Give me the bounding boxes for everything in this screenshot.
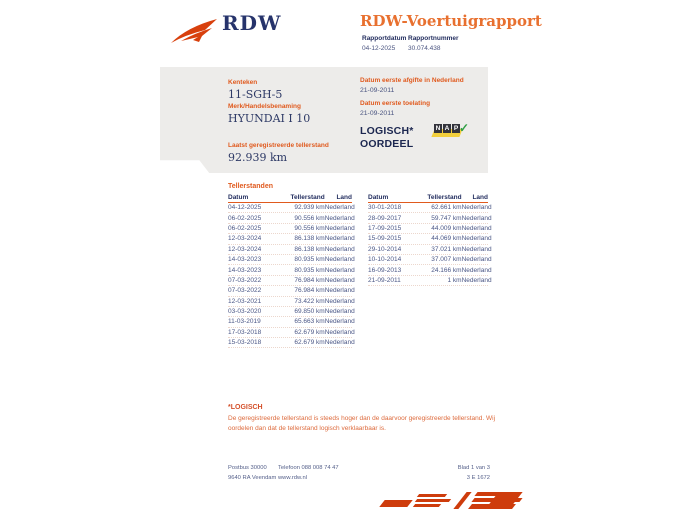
rdw-stripes-icon [372,487,537,513]
kenteken-value: 11-SGH-5 [228,88,283,101]
report-date-label: Rapportdatum [362,35,407,42]
cell-land: Nederland [324,287,355,295]
footer-address-line2: 9640 RA Veendam [228,474,277,481]
report-number-value: 30.074.438 [408,45,441,52]
footer-address-line1: Postbus 30000 [228,465,267,471]
cell-land: Nederland [324,235,355,243]
cell-datum: 04-12-2025 [228,204,262,212]
cell-datum: 14-03-2023 [228,256,262,264]
table-row [228,297,355,307]
table-row [228,234,355,244]
cell-tellerstand: 76.984 km [294,276,325,284]
table-row [368,203,492,213]
cell-tellerstand: 44.069 km [431,235,462,243]
cell-datum: 06-02-2025 [228,224,262,232]
laatste-tellerstand-label: Laatst geregistreerde tellerstand [228,142,329,149]
cell-tellerstand: 73.422 km [294,297,325,305]
table-row [228,328,355,338]
col-header-land: Land [336,194,352,201]
table-row [368,255,492,265]
table-row [368,213,492,223]
table-row [228,276,355,286]
rdw-logo-text: RDW [222,11,282,35]
cell-tellerstand: 86.138 km [294,235,325,243]
table-row [228,245,355,255]
cell-datum: 28-09-2017 [368,214,402,222]
footnote-body: De geregistreerde tellerstand is steeds hoger dan de daarvoor geregistreerde tellerstand. Wij oordelen dan dat de tellerstand logisch verklaarbaar is. [228,415,496,432]
table-row [228,255,355,265]
footer-address [228,464,276,483]
col-header-land: Land [472,194,488,201]
table-header-row [368,193,488,203]
cell-tellerstand: 80.935 km [294,256,325,264]
cell-datum: 06-02-2025 [228,214,262,222]
cell-tellerstand: 90.556 km [294,224,325,232]
eerste-afgifte-label: Datum eerste afgifte in Nederland [360,77,464,84]
footer-contact [278,464,339,483]
cell-datum: 12-03-2024 [228,245,262,253]
cell-land: Nederland [324,204,355,212]
cell-land: Nederland [461,276,492,284]
cell-tellerstand: 37.007 km [431,256,462,264]
cell-datum: 07-03-2022 [228,287,262,295]
rdw-logo-icon [169,16,219,46]
cell-land: Nederland [461,235,492,243]
table-row [228,338,355,348]
nap-letter-a: A [444,125,450,132]
cell-land: Nederland [324,318,355,326]
cell-tellerstand: 65.663 km [294,318,325,326]
table-header-row [228,193,352,203]
tellerstanden-title: Tellerstanden [228,183,273,190]
cell-land: Nederland [461,266,492,274]
cell-tellerstand: 24.166 km [431,266,462,274]
cell-datum: 12-03-2024 [228,235,262,243]
cell-tellerstand: 86.138 km [294,245,325,253]
eerste-afgifte-value: 21-09-2011 [360,87,395,94]
footer-phone: Telefoon 088 008 74 47 [278,465,339,471]
nap-checkmark-icon: ✓ [459,121,470,135]
oordeel-text [360,125,414,151]
cell-land: Nederland [324,224,355,232]
cell-datum: 15-03-2018 [228,339,262,347]
cell-tellerstand: 90.556 km [294,214,325,222]
cell-land: Nederland [324,256,355,264]
merk-value: HYUNDAI I 10 [228,112,311,125]
table-row [368,224,492,234]
cell-tellerstand: 62.679 km [294,339,325,347]
cell-datum: 15-09-2015 [368,235,402,243]
cell-tellerstand: 1 km [447,276,462,284]
cell-datum: 21-09-2011 [368,276,401,284]
cell-land: Nederland [461,245,492,253]
cell-datum: 14-03-2023 [228,266,262,274]
cell-datum: 07-03-2022 [228,276,262,284]
cell-datum: 30-01-2018 [368,204,402,212]
cell-datum: 17-09-2015 [368,224,402,232]
cell-datum: 10-10-2014 [368,256,402,264]
nap-letter-p: P [453,125,459,132]
report-number-label: Rapportnummer [408,35,459,42]
footer-page-info [430,464,490,483]
tellerstanden-table-right [368,193,492,286]
table-body-left [228,203,355,348]
cell-tellerstand: 62.679 km [294,328,325,336]
cell-land: Nederland [324,214,355,222]
cell-land: Nederland [324,308,355,316]
cell-land: Nederland [324,266,355,274]
eerste-toelating-label: Datum eerste toelating [360,100,431,107]
cell-datum: 16-09-2013 [368,266,402,274]
cell-tellerstand: 59.747 km [431,214,462,222]
tellerstanden-table-left [228,193,355,348]
oordeel-line2: OORDEEL [360,138,414,150]
cell-tellerstand: 44.009 km [431,224,462,232]
cell-tellerstand: 76.984 km [294,287,325,295]
col-header-tellerstand: Tellerstand [427,194,462,201]
table-row [368,276,492,286]
cell-land: Nederland [324,276,355,284]
footnote-heading: *LOGISCH [228,404,263,411]
cell-datum: 29-10-2014 [368,245,402,253]
footer-page-indicator: Blad 1 van 3 [457,465,490,471]
cell-datum: 17-03-2018 [228,328,262,336]
oordeel-line1: LOGISCH* [360,125,414,137]
col-header-datum: Datum [368,194,389,201]
kenteken-label: Kenteken [228,79,258,86]
report-date-value: 04-12-2025 [362,45,396,52]
table-row [228,203,355,213]
cell-land: Nederland [461,224,492,232]
col-header-datum: Datum [228,194,249,201]
footer-form-code: 3 E 1672 [466,474,490,481]
table-row [228,224,355,234]
table-row [368,265,492,275]
table-row [228,317,355,327]
table-row [228,286,355,296]
table-row [368,245,492,255]
laatste-tellerstand-value: 92.939 km [228,151,288,164]
table-row [368,234,492,244]
cell-tellerstand: 37.021 km [431,245,462,253]
cell-land: Nederland [461,214,492,222]
eerste-toelating-value: 21-09-2011 [360,110,395,117]
cell-land: Nederland [324,297,355,305]
cell-land: Nederland [324,339,355,347]
footer-website[interactable]: www.rdw.nl [278,474,307,481]
merk-label: Merk/Handelsbenaming [228,103,301,110]
table-row [228,265,355,275]
cell-tellerstand: 80.935 km [294,266,325,274]
cell-land: Nederland [324,328,355,336]
cell-tellerstand: 69.850 km [294,308,325,316]
cell-datum: 11-03-2019 [228,318,261,326]
table-row [228,213,355,223]
cell-tellerstand: 62.661 km [431,204,462,212]
cell-datum: 03-03-2020 [228,308,262,316]
cell-datum: 12-03-2021 [228,297,262,305]
cell-land: Nederland [461,204,492,212]
col-header-tellerstand: Tellerstand [290,194,325,201]
table-row [228,307,355,317]
cell-land: Nederland [461,256,492,264]
nap-letter-n: N [435,125,441,132]
cell-land: Nederland [324,245,355,253]
cell-tellerstand: 92.939 km [294,204,325,212]
page-title: RDW-Voertuigrapport [360,12,542,30]
table-body-right [368,203,492,286]
nap-logo-icon [433,122,471,140]
